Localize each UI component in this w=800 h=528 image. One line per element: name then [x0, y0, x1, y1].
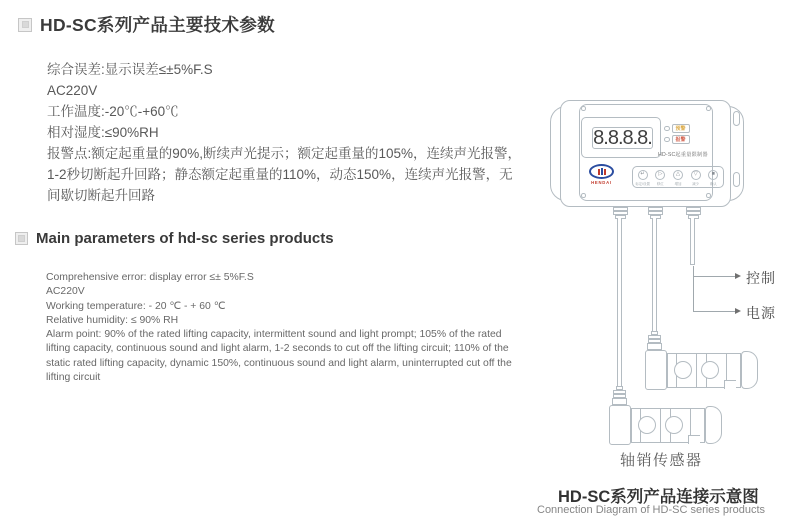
- sensor-pin-hole: [665, 416, 683, 434]
- button-label: 增加: [674, 181, 682, 186]
- text-line: 相对湿度:≤90%RH: [47, 125, 159, 140]
- specs-cn-paragraph: [47, 59, 521, 206]
- text-line: 1-2秒切断起升回路；静态额定起重量的110%，动态150%，连续声光报警，无: [47, 167, 513, 182]
- sensor-label: 轴销传感器: [620, 452, 703, 469]
- display-window: [592, 127, 653, 149]
- button-label: 确认: [709, 181, 717, 186]
- arrow-right-icon: [735, 273, 741, 279]
- text-line: AC220V: [47, 83, 98, 98]
- brand-logo-icon: [589, 164, 614, 179]
- sensor-connector-block: [645, 350, 667, 390]
- indicator-warn: [664, 124, 690, 133]
- button-label: 标定/设置: [635, 181, 650, 186]
- panel-screw: [706, 193, 711, 198]
- diagram-caption-cn: HD-SC系列产品连接示意图: [558, 488, 759, 506]
- text-line: AC220V: [46, 286, 85, 298]
- diagram-caption-en: Connection Diagram of HD-SC series products: [537, 504, 766, 516]
- device-button-panel: [632, 166, 724, 188]
- leader-line: [694, 276, 735, 277]
- device-button-shift: [652, 170, 668, 188]
- sensor-connector-block: [609, 405, 631, 445]
- sensor-end-cap: [741, 351, 758, 389]
- text-line: 工作温度:-20℃-+60℃: [47, 104, 179, 119]
- text-line: Alarm point: 90% of the rated lifting capacity, intermittent sound and light prompt; 105% of the rated: [46, 329, 502, 341]
- sensor-pin-hole: [674, 361, 692, 379]
- sensor-pin-hole: [701, 361, 719, 379]
- sensor-notch: [688, 435, 700, 444]
- text-line: static rated lifting capacity, dynamic 150%, continuous sound and light alarm, uninterrupted cut off the: [46, 357, 512, 369]
- display-digits: 8.8.8.8.: [593, 127, 652, 149]
- button-label: 移位: [656, 181, 664, 186]
- text-line: 报警点:额定起重量的90%,断续声光提示；额定起重量的105%，连续声光报警，: [47, 146, 522, 161]
- device-model-label: HD-SC起重量限制器: [658, 152, 708, 158]
- arrow-right-icon: [735, 308, 741, 314]
- brand-name: HENDAI: [591, 180, 612, 185]
- power-control-cable: [690, 218, 695, 265]
- device-button-decrease: [688, 170, 704, 188]
- section-header-cn: [18, 12, 275, 37]
- indicator-led-icon: [664, 126, 670, 132]
- sensor-end-cap: [705, 406, 722, 444]
- indicator-led-icon: [664, 137, 670, 143]
- sensor-cable-left: [617, 218, 622, 387]
- down-triangle-icon: ▽: [691, 170, 701, 180]
- indicator-alarm: [664, 135, 690, 144]
- right-triangle-icon: ▷: [655, 170, 665, 180]
- text-line: lifting capacity, continuous sound and light alarm, 1-2 seconds to cut off the lifting circuit; 110% of the: [46, 343, 509, 355]
- device-button-confirm: [705, 170, 721, 188]
- mount-slot: [733, 172, 740, 187]
- text-line: 间歇切断起升回路: [47, 188, 155, 203]
- text-line: Working temperature: - 20 ℃ - + 60 ℃: [46, 300, 226, 312]
- text-line: Comprehensive error: display error ≤± 5%F.S: [46, 272, 254, 283]
- return-icon: ↵: [638, 170, 648, 180]
- up-triangle-icon: △: [673, 170, 683, 180]
- leader-line: [694, 311, 735, 312]
- sensor-pin-hole: [638, 416, 656, 434]
- section-header-en: [15, 230, 334, 247]
- section-bullet-icon: [18, 18, 32, 32]
- panel-screw: [706, 106, 711, 111]
- panel-screw: [581, 193, 586, 198]
- sensor-cable-middle: [652, 218, 657, 331]
- text-line: lifting circuit: [46, 372, 101, 384]
- indicator-alarm-label: 报警: [672, 135, 690, 144]
- leader-line: [693, 266, 694, 312]
- specs-en-paragraph: [46, 271, 512, 385]
- sensor-notch: [724, 380, 736, 389]
- section-title-cn: HD-SC系列产品主要技术参数: [40, 15, 275, 35]
- indicator-warn-label: 预警: [672, 124, 690, 133]
- text-line: Relative humidity: ≤ 90% RH: [46, 314, 179, 326]
- power-label: 电源: [746, 305, 776, 321]
- square-icon: ■: [708, 170, 718, 180]
- panel-screw: [581, 106, 586, 111]
- text-line: 综合误差:显示误差≤±5%F.S: [47, 62, 213, 77]
- section-title-en: Main parameters of hd-sc series products: [36, 230, 334, 247]
- section-bullet-icon: [15, 232, 28, 245]
- device-button-increase: [670, 170, 686, 188]
- device-button-set: [635, 170, 651, 188]
- control-label: 控制: [746, 270, 776, 286]
- button-label: 减少: [692, 181, 700, 186]
- mount-slot: [733, 111, 740, 126]
